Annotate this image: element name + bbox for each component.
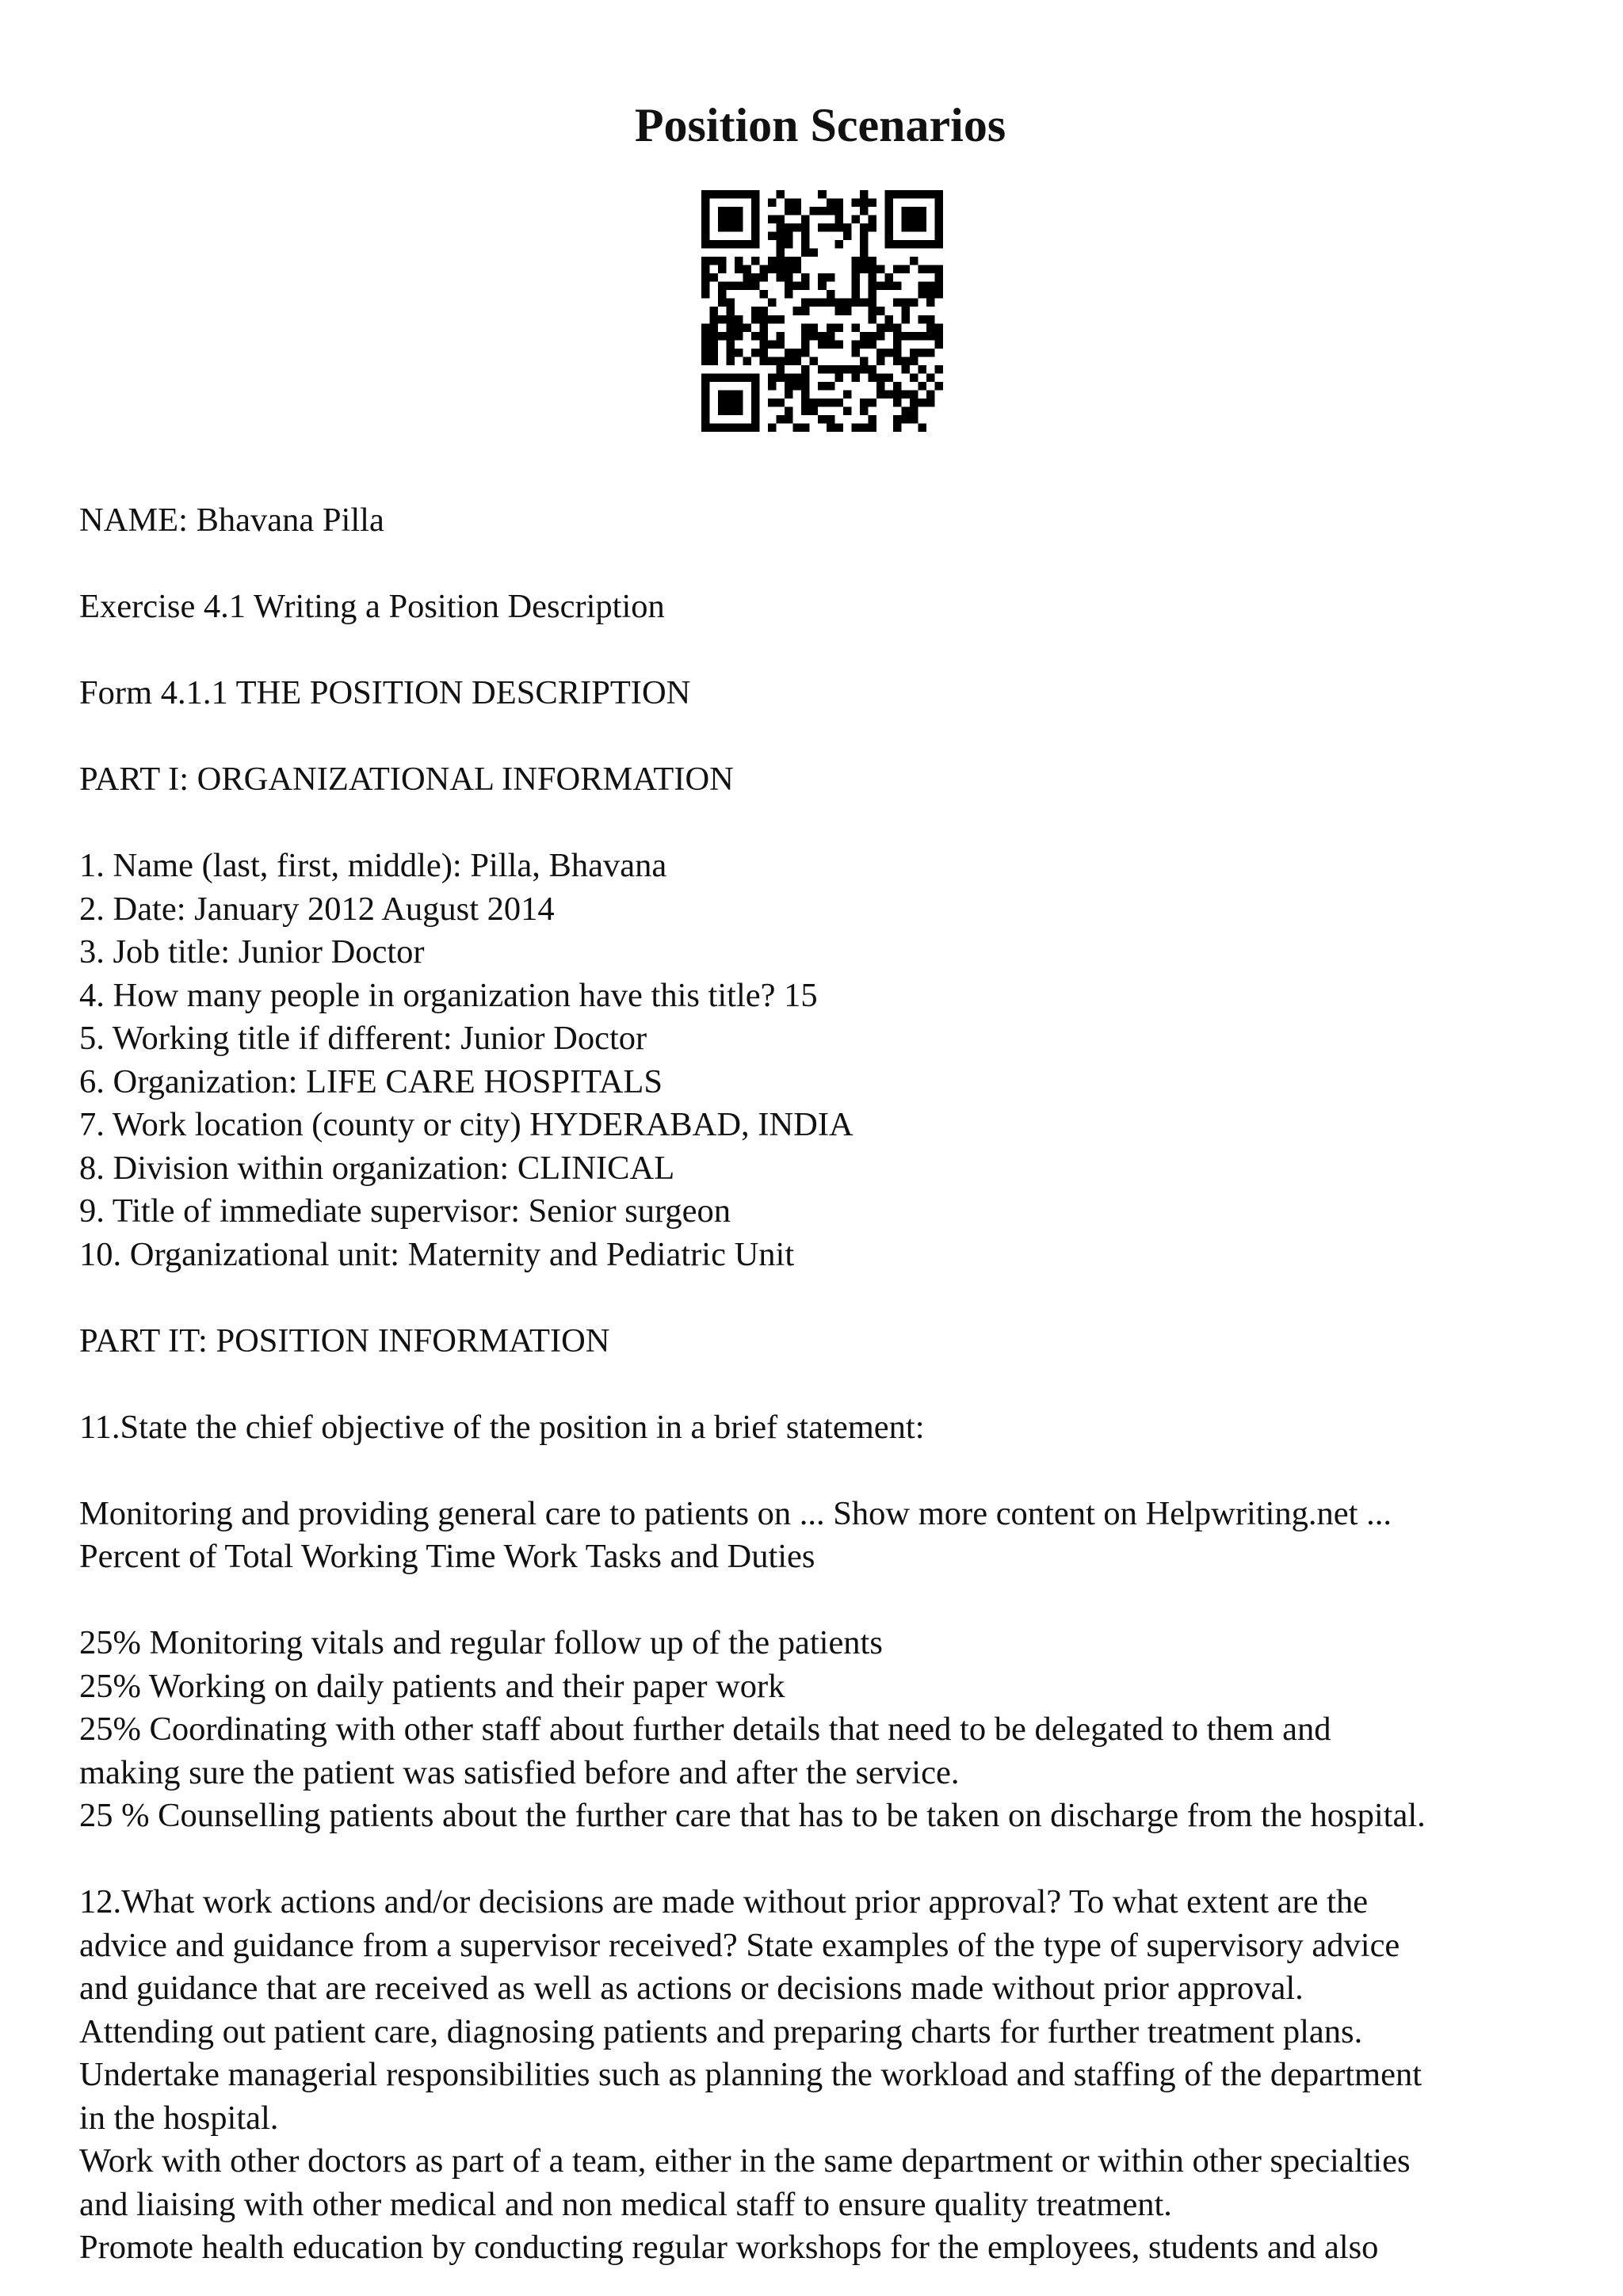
list-item: 1. Name (last, first, middle): Pilla, Bhavana (79, 847, 667, 884)
text-line: 25% Working on daily patients and their paper work (79, 1667, 785, 1705)
list-item: 10. Organizational unit: Maternity and Pediatric Unit (79, 1235, 795, 1273)
list-item: 6. Organization: LIFE CARE HOSPITALS (79, 1062, 663, 1100)
text-line: 12.What work actions and/or decisions are made without prior approval? To what extent are the (79, 1883, 1369, 1920)
form-line: Form 4.1.1 THE POSITION DESCRIPTION (79, 674, 691, 711)
text-line: Percent of Total Working Time Work Tasks and Duties (79, 1538, 815, 1575)
text-line: and guidance that are received as well as actions or decisions made without prior approval. (79, 1970, 1304, 2007)
text-line: making sure the patient was satisfied before and after the service. (79, 1753, 960, 1791)
list-item: 5. Working title if different: Junior Doctor (79, 1020, 647, 1057)
text-line: and liaising with other medical and non medical staff to ensure quality treatment. (79, 2185, 1172, 2223)
list-item: 3. Job title: Junior Doctor (79, 933, 425, 971)
objective-paragraph (79, 1493, 1585, 1579)
text-line: Promote health education by conducting regular workshops for the employees, students and also (79, 2229, 1379, 2266)
exercise-line: Exercise 4.1 Writing a Position Description (79, 588, 665, 625)
text-line: advice and guidance from a supervisor received? State examples of the type of supervisory advice (79, 1926, 1400, 1964)
text-line: in the hospital. (79, 2099, 279, 2137)
text-line: Undertake managerial responsibilities such as planning the workload and staffing of the department (79, 2056, 1423, 2093)
text-line: 25 % Counselling patients about the further care that has to be taken on discharge from the hospital. (79, 1797, 1426, 1834)
document-body (79, 499, 1585, 2270)
qr-code-icon (701, 190, 943, 432)
part1-list (79, 845, 1585, 1276)
page-title: Position Scenarios (634, 99, 1006, 151)
question-12-paragraph (79, 1881, 1585, 2270)
question-11: 11.State the chief objective of the position in a brief statement: (79, 1408, 925, 1446)
text-line: Attending out patient care, diagnosing patients and preparing charts for further treatment plans. (79, 2012, 1363, 2050)
text-line: Monitoring and providing general care to patients on ... Show more content on Helpwriting.net ... (79, 1494, 1392, 1532)
name-line: NAME: Bhavana Pilla (79, 502, 384, 539)
part2-heading: PART IT: POSITION INFORMATION (79, 1322, 610, 1360)
part1-heading: PART I: ORGANIZATIONAL INFORMATION (79, 761, 734, 798)
list-item: 8. Division within organization: CLINICAL (79, 1149, 675, 1187)
list-item: 7. Work location (county or city) HYDERABAD, INDIA (79, 1106, 854, 1143)
text-line: 25% Monitoring vitals and regular follow up of the patients (79, 1624, 883, 1661)
list-item: 9. Title of immediate supervisor: Senior surgeon (79, 1192, 731, 1230)
duties-list (79, 1622, 1585, 1838)
text-line: 25% Coordinating with other staff about further details that need to be delegated to them and (79, 1711, 1331, 1748)
list-item: 4. How many people in organization have this title? 15 (79, 976, 818, 1014)
list-item: 2. Date: January 2012 August 2014 (79, 890, 555, 928)
text-line: Work with other doctors as part of a team, either in the same department or within other specialties (79, 2142, 1411, 2180)
